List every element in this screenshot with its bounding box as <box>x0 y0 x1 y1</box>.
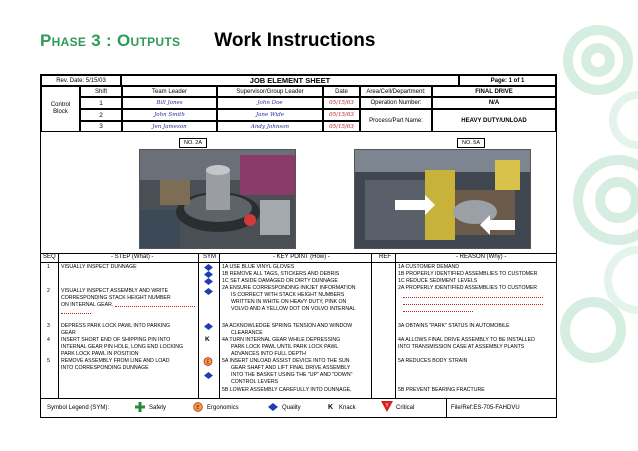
quality-diamond-icon <box>204 288 213 297</box>
team-leader-3: Jen Jameson <box>122 121 217 132</box>
col-sym: SYM <box>203 254 217 260</box>
date-3: 05/15/03 <box>323 121 360 132</box>
reason: 5B PREVENT BEARING FRACTURE <box>398 387 485 393</box>
legend-label: Symbol Legend (SYM): <box>47 405 110 411</box>
step-2-line-3: ON INTERNAL GEAR. <box>61 302 114 308</box>
photo-unload-assist <box>354 149 531 249</box>
key-point: 5A INSERT UNLOAD ASSIST DEVICE INTO THE SUN <box>222 358 350 364</box>
svg-text:E: E <box>206 359 210 366</box>
step-4-line-1: INSERT SHORT END OF SHIPPING PIN INTO <box>61 337 171 343</box>
key-point: INTO THE BASKET USING THE "UP" AND "DOWN" <box>231 372 353 378</box>
step-5-line-1: REMOVE ASSEMBLY FROM LINE AND LOAD <box>61 358 170 364</box>
key-point: 4A TURN INTERNAL GEAR WHILE DEPRESSING <box>222 337 341 343</box>
control-block-label: Control Block <box>41 86 80 132</box>
key-point: 1A USE BLUE VINYL GLOVES <box>222 264 295 270</box>
quality-diamond-icon <box>204 278 213 287</box>
job-element-sheet <box>40 74 557 418</box>
team-leader-1: Bill Jones <box>122 97 217 109</box>
supervisor-2: Jane Wide <box>217 109 323 121</box>
process-value: HEAVY DUTY/UNLOAD <box>432 109 556 132</box>
key-point: 2A ENSURE CORRESPONDING INKJET INFORMATION <box>222 285 356 291</box>
seq-1: 1 <box>47 264 50 270</box>
reason: 1B PROPERLY IDENTIFIED ASSEMBLIES TO CUSTOMER <box>398 271 538 277</box>
col-ref: REF <box>379 254 391 260</box>
photo-1-label: NO. 2A <box>179 138 207 148</box>
ergonomics-icon <box>193 402 203 414</box>
supervisor-3: Andy Johnson <box>217 121 323 132</box>
quality-diamond-icon <box>268 403 278 413</box>
photo-2-label: NO. 5A <box>457 138 485 148</box>
step-4-line-3: PARK LOCK PAWL IN POSITION <box>61 351 139 357</box>
step-1-line-1: VISUALLY INSPECT DUNNAGE <box>61 264 137 270</box>
area-label: Area/Cell/Department: <box>360 86 432 97</box>
step-2-line-1: VISUALLY INSPECT ASSEMBLY AND WRITE <box>61 288 169 294</box>
col-key-point: - KEY POINT (How) - <box>273 254 330 260</box>
key-point: 5B LOWER ASSEMBLY CAREFULLY INTO DUNNAGE, <box>222 387 352 393</box>
seq-2: 2 <box>47 288 50 294</box>
key-point: GEAR SHAFT AND LIFT FINAL DRIVE ASSEMBLY <box>231 365 351 371</box>
key-point: IS CORRECT WITH STACK HEIGHT NUMBERS <box>231 292 345 298</box>
svg-text:E: E <box>196 405 200 411</box>
reason: 3A OBTAINS "PARK" STATUS IN AUTOMOBILE <box>398 323 510 329</box>
reason: 4A ALLOWS FINAL DRIVE ASSEMBLY TO BE INSTALLED <box>398 337 535 343</box>
seq-5: 5 <box>47 358 50 364</box>
key-point: VOLVO AND A YELLOW DOT ON VOLVO INTERNAL <box>231 306 356 312</box>
date-2: 05/15/03 <box>323 109 360 121</box>
shift-1: 1 <box>80 97 122 109</box>
key-point: 3A ACKNOWLEDGE SPRING TENSION AND WINDOW <box>222 323 353 329</box>
key-point: 1B REMOVE ALL TAGS, STICKERS AND DEBRIS <box>222 271 340 277</box>
col-supervisor: Supervisor/Group Leader <box>217 86 323 97</box>
phase-title: Phase 3 : Outputs <box>40 31 181 50</box>
team-leader-2: John Smith <box>122 109 217 121</box>
legend-safety: Safety <box>149 405 167 411</box>
page-number: Page: 1 of 1 <box>459 75 556 86</box>
safety-cross-icon <box>135 402 145 414</box>
step-4-line-2: INTERNAL GEAR PIN HOLE, LONG END LOCKING <box>61 344 184 350</box>
svg-text:Y: Y <box>385 403 389 409</box>
key-point: CLEARANCE <box>231 330 263 336</box>
knack-icon: K <box>328 404 334 411</box>
photo-final-drive-assembly <box>139 149 296 249</box>
key-point: WRITTEN IN WHITE ON HEAVY DUTY, PINK ON <box>231 299 347 305</box>
rev-date: Rev. Date: 5/15/03 <box>41 75 121 86</box>
sheet-title: JOB ELEMENT SHEET <box>121 75 459 86</box>
reason: 5A REDUCES BODY STRAIN <box>398 358 468 364</box>
key-point: ADVANCES INTO FULL DEPTH <box>231 351 306 357</box>
shift-2: 2 <box>80 109 122 121</box>
legend-quality: Quality <box>282 405 301 411</box>
shift-3: 3 <box>80 121 122 132</box>
reason: INTO TRANSMISSION CASE AT ASSEMBLY PLANTS <box>398 344 525 350</box>
supervisor-1: John Doe <box>217 97 323 109</box>
page-title: Work Instructions <box>214 30 376 51</box>
quality-diamond-icon <box>204 372 213 381</box>
step-5-line-2: INTO CORRESPONDING DUNNAGE <box>61 365 149 371</box>
legend-knack: Knack <box>339 405 356 411</box>
step-2-line-2: CORRESPONDING STACK HEIGHT NUMBER <box>61 295 171 301</box>
step-3-line-2: GEAR <box>61 330 76 336</box>
col-reason: - REASON (Why) - <box>456 254 507 260</box>
key-point: 1C SET ASIDE DAMAGED OR DIRTY DUNNAGE <box>222 278 338 284</box>
legend-critical: Critical <box>396 405 415 411</box>
key-point: CONTROL LEVERS <box>231 379 279 385</box>
reason: 1A CUSTOMER DEMAND <box>398 264 460 270</box>
reason: 1C REDUCE SEDIMENT LEVELS <box>398 278 478 284</box>
legend-ergonomics: Ergonomics <box>207 405 239 411</box>
date-1: 05/15/03 <box>323 97 360 109</box>
seq-3: 3 <box>47 323 50 329</box>
process-label: Process/Part Name: <box>360 109 432 132</box>
quality-diamond-icon <box>204 323 213 332</box>
col-team-leader: Team Leader <box>122 86 217 97</box>
key-point: PARK LOCK PAWL UNTIL PARK LOCK PAWL <box>231 344 339 350</box>
col-shift: Shift <box>80 86 122 97</box>
ergonomics-icon <box>203 357 213 368</box>
slide-heading <box>40 30 375 60</box>
file-reference: File/Ref:ES-705-FAHDVU <box>451 405 520 411</box>
operation-value: N/A <box>432 97 556 109</box>
critical-triangle-icon <box>381 401 393 414</box>
operation-label: Operation Number: <box>360 97 432 109</box>
knack-icon: K <box>205 336 210 343</box>
col-date: Date <box>323 86 360 97</box>
area-value: FINAL DRIVE <box>432 86 556 97</box>
col-seq: SEQ <box>43 254 56 260</box>
col-step: - STEP (What) - <box>111 254 154 260</box>
step-3-line-1: DEPRESS PARK LOCK PAWL INTO PARKING <box>61 323 171 329</box>
seq-4: 4 <box>47 337 50 343</box>
reason: 2A PROPERLY IDENTIFIED ASSEMBLIES TO CUSTOMER <box>398 285 538 291</box>
